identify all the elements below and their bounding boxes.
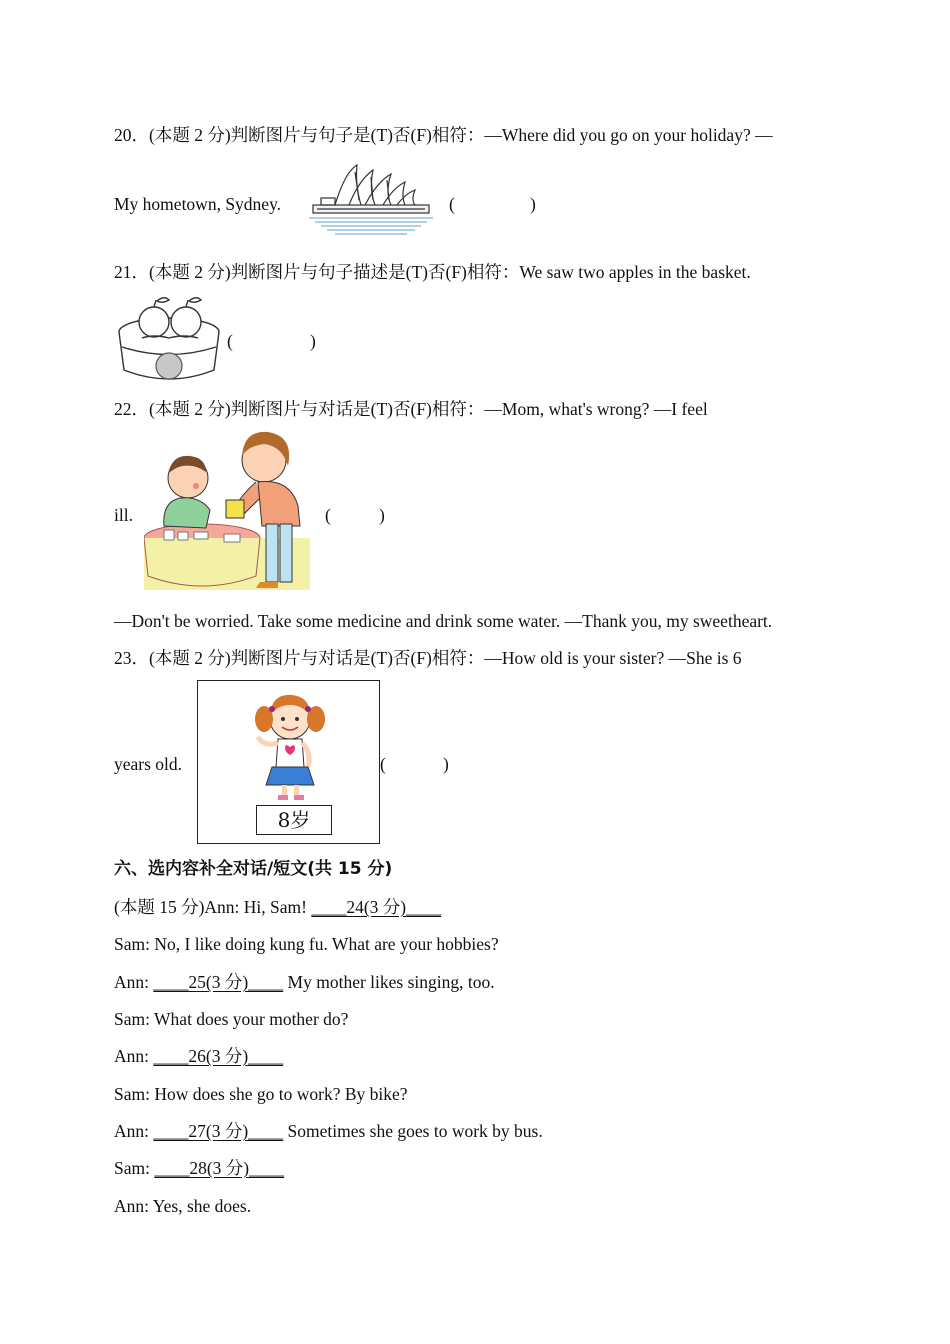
blank-26[interactable]: ____26(3 分)____	[153, 1046, 284, 1066]
mother-and-sick-child-icon	[144, 426, 310, 594]
q22-question-text: 22．(本题 2 分)判断图片与对话是(T)否(F)相符：—Mom, what's wrong? —I feel	[114, 399, 708, 419]
q23-question-text: 23．(本题 2 分)判断图片与对话是(T)否(F)相符：—How old is your sister? —She is 6	[114, 648, 742, 668]
dialogue-line-8	[114, 1157, 284, 1179]
dialogue-line-7-speaker: Ann:	[114, 1121, 154, 1141]
dialogue-line-3-speaker: Ann:	[114, 972, 154, 992]
q22-dialogue-continuation: —Don't be worried. Take some medicine and drink some water. —Thank you, my sweetheart.	[114, 611, 773, 631]
q22-answer-text: ill.	[114, 505, 133, 525]
dialogue-line-8-speaker: Sam:	[114, 1158, 155, 1178]
sydney-opera-house-icon	[305, 160, 437, 238]
q20-answer-open-paren: (	[449, 194, 455, 214]
blank-28[interactable]: ____28(3 分)____	[154, 1158, 285, 1178]
blank-24[interactable]: ____24(3 分)____	[311, 897, 442, 917]
age-label-box: 8岁	[256, 805, 332, 835]
dialogue-line-5-speaker: Ann:	[114, 1046, 154, 1066]
dialogue-line-4	[114, 1008, 348, 1030]
section-six-heading: 六、选内容补全对话/短文(共 15 分)	[114, 859, 393, 879]
dialogue-line-9-text: Ann: Yes, she does.	[114, 1196, 252, 1216]
q22-answer-close-paren: )	[379, 505, 385, 525]
dialogue-line-2	[114, 933, 499, 955]
dialogue-line-5	[114, 1045, 283, 1067]
q23-answer-text: years old.	[114, 754, 183, 774]
q20-answer-text: My hometown, Sydney.	[114, 194, 282, 214]
q23-picture-frame	[197, 680, 380, 844]
dialogue-line-4-text: Sam: What does your mother do?	[114, 1009, 349, 1029]
dialogue-line-7-text: Sometimes she goes to work by bus.	[283, 1121, 543, 1141]
dialogue-line-7	[114, 1120, 543, 1142]
dialogue-line-3	[114, 971, 495, 993]
blank-25[interactable]: ____25(3 分)____	[153, 972, 284, 992]
dialogue-line-2-text: Sam: No, I like doing kung fu. What are your hobbies?	[114, 934, 499, 954]
q23-answer-close-paren: )	[443, 754, 449, 774]
dialogue-line-6	[114, 1083, 408, 1105]
dialogue-line-3-text: My mother likes singing, too.	[283, 972, 495, 992]
q23-answer-open-paren: (	[380, 754, 386, 774]
q20-question-text: 20．(本题 2 分)判断图片与句子是(T)否(F)相符：—Where did you go on your holiday? —	[114, 125, 773, 145]
dialogue-line-1-text: (本题 15 分)Ann: Hi, Sam!	[114, 897, 312, 917]
q21-question-text: 21．(本题 2 分)判断图片与句子描述是(T)否(F)相符：We saw two apples in the basket.	[114, 262, 751, 282]
dialogue-line-9	[114, 1195, 251, 1217]
blank-27[interactable]: ____27(3 分)____	[153, 1121, 284, 1141]
q22-answer-open-paren: (	[325, 505, 331, 525]
q21-answer-open-paren: (	[227, 331, 233, 351]
dialogue-line-1	[114, 896, 441, 918]
apple-basket-icon	[114, 292, 224, 384]
q21-answer-close-paren: )	[310, 331, 316, 351]
q20-answer-close-paren: )	[530, 194, 536, 214]
dialogue-line-6-text: Sam: How does she go to work? By bike?	[114, 1084, 408, 1104]
